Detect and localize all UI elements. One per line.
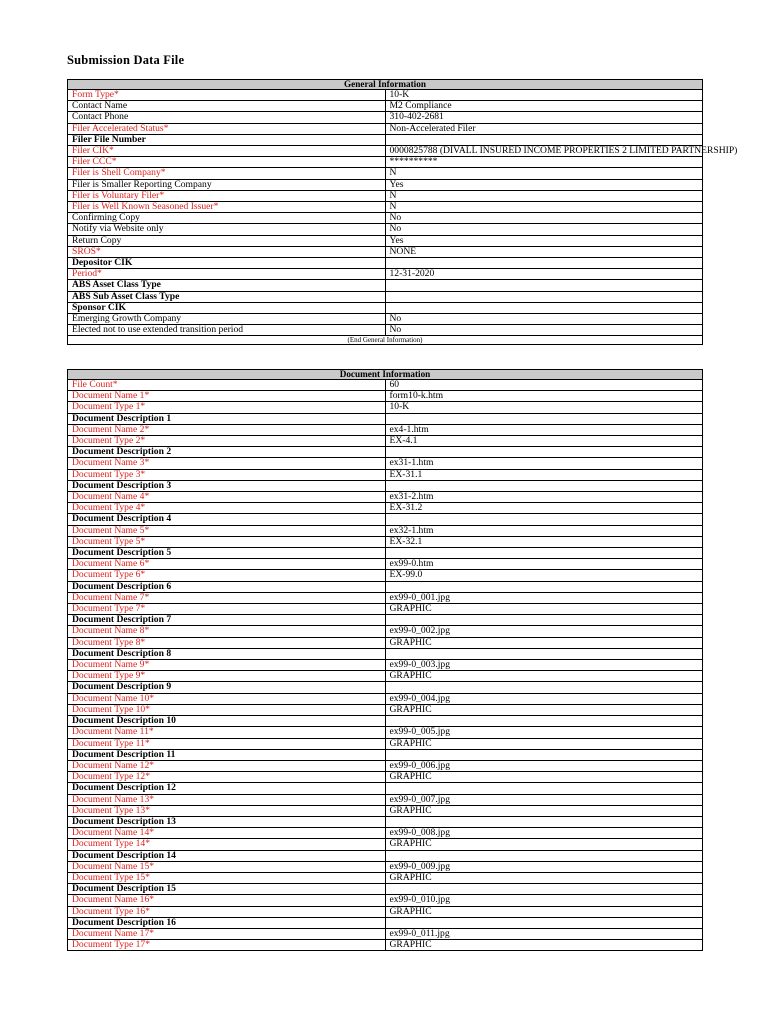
field-label: Filer is Shell Company* — [68, 168, 386, 179]
field-value: GRAPHIC — [385, 772, 703, 783]
field-label: Document Name 6* — [68, 559, 386, 570]
field-value: ex99-0_003.jpg — [385, 660, 703, 671]
field-label: Elected not to use extended transition period — [68, 325, 386, 336]
table-row — [68, 626, 703, 637]
field-label: Document Description 6 — [68, 581, 386, 592]
field-value: GRAPHIC — [385, 940, 703, 951]
field-value: ex4-1.htm — [385, 424, 703, 435]
section-footer: (End General Information) — [68, 336, 703, 345]
table-row — [68, 525, 703, 536]
table-row — [68, 380, 703, 391]
field-label: Filer CIK* — [68, 146, 386, 157]
section-header: Document Information — [68, 370, 703, 380]
field-label: Document Type 10* — [68, 704, 386, 715]
table-row — [68, 861, 703, 872]
table-row — [68, 402, 703, 413]
field-label: Document Name 4* — [68, 492, 386, 503]
field-value: No — [385, 224, 703, 235]
table-row — [68, 917, 703, 928]
table-row — [68, 592, 703, 603]
field-label: Document Name 12* — [68, 760, 386, 771]
field-label: Document Type 11* — [68, 738, 386, 749]
table-row — [68, 648, 703, 659]
table-row — [68, 190, 703, 201]
table-row — [68, 503, 703, 514]
field-label: Document Description 5 — [68, 548, 386, 559]
field-value: form10-k.htm — [385, 391, 703, 402]
field-label: Document Name 5* — [68, 525, 386, 536]
field-value: ex99-0_005.jpg — [385, 727, 703, 738]
field-label: Document Description 7 — [68, 615, 386, 626]
field-label: Document Type 2* — [68, 436, 386, 447]
field-label: Document Name 3* — [68, 458, 386, 469]
field-label: Contact Name — [68, 101, 386, 112]
table-row — [68, 928, 703, 939]
field-value: ex99-0_002.jpg — [385, 626, 703, 637]
field-value: ex99-0_007.jpg — [385, 794, 703, 805]
field-label: Document Type 12* — [68, 772, 386, 783]
field-value: 10-K — [385, 90, 703, 101]
document-information-table — [67, 369, 703, 951]
table-row — [68, 458, 703, 469]
field-value: N — [385, 202, 703, 213]
field-value — [385, 514, 703, 525]
field-value: ex99-0_010.jpg — [385, 895, 703, 906]
field-label: Document Name 2* — [68, 424, 386, 435]
field-value: Yes — [385, 179, 703, 190]
field-value: 60 — [385, 380, 703, 391]
field-label: Form Type* — [68, 90, 386, 101]
field-label: Filer CCC* — [68, 157, 386, 168]
table-row — [68, 469, 703, 480]
table-row — [68, 570, 703, 581]
table-row — [68, 884, 703, 895]
field-value: ********** — [385, 157, 703, 168]
table-row — [68, 391, 703, 402]
field-value — [385, 716, 703, 727]
field-label: Filer is Voluntary Filer* — [68, 190, 386, 201]
field-label: File Count* — [68, 380, 386, 391]
field-value: ex99-0.htm — [385, 559, 703, 570]
table-row — [68, 581, 703, 592]
field-label: Document Type 3* — [68, 469, 386, 480]
field-value — [385, 447, 703, 458]
field-value: GRAPHIC — [385, 906, 703, 917]
table-row — [68, 314, 703, 325]
table-row — [68, 202, 703, 213]
field-value — [385, 917, 703, 928]
field-value: N — [385, 190, 703, 201]
table-row — [68, 850, 703, 861]
table-row — [68, 258, 703, 269]
table-row — [68, 772, 703, 783]
table-row — [68, 90, 703, 101]
field-value: EX-4.1 — [385, 436, 703, 447]
field-label: Document Name 13* — [68, 794, 386, 805]
field-label: Document Description 15 — [68, 884, 386, 895]
table-row — [68, 660, 703, 671]
table-row — [68, 269, 703, 280]
field-label: Document Type 1* — [68, 402, 386, 413]
field-label: Document Description 4 — [68, 514, 386, 525]
field-label: Document Description 10 — [68, 716, 386, 727]
field-value: No — [385, 213, 703, 224]
field-value: No — [385, 314, 703, 325]
table-row — [68, 101, 703, 112]
table-row — [68, 805, 703, 816]
field-value: GRAPHIC — [385, 671, 703, 682]
general-information-table — [67, 79, 738, 345]
field-value: GRAPHIC — [385, 805, 703, 816]
field-value — [385, 134, 703, 145]
field-label: Document Type 17* — [68, 940, 386, 951]
field-label: Document Description 9 — [68, 682, 386, 693]
table-row — [68, 783, 703, 794]
field-label: Document Type 9* — [68, 671, 386, 682]
field-label: Document Type 15* — [68, 872, 386, 883]
table-row — [68, 548, 703, 559]
field-label: Notify via Website only — [68, 224, 386, 235]
field-value: ex32-1.htm — [385, 525, 703, 536]
table-row — [68, 536, 703, 547]
table-row — [68, 727, 703, 738]
table-row — [68, 436, 703, 447]
field-value: ex99-0_009.jpg — [385, 861, 703, 872]
field-label: Filer Accelerated Status* — [68, 123, 386, 134]
table-row — [68, 134, 703, 145]
field-value — [385, 302, 703, 313]
table-row — [68, 246, 703, 257]
table-row — [68, 112, 703, 123]
table-row — [68, 413, 703, 424]
field-value — [385, 581, 703, 592]
field-label: Document Description 1 — [68, 413, 386, 424]
table-row — [68, 895, 703, 906]
field-label: ABS Sub Asset Class Type — [68, 291, 386, 302]
field-label: Depositor CIK — [68, 258, 386, 269]
table-row — [68, 716, 703, 727]
table-row — [68, 749, 703, 760]
field-label: Emerging Growth Company — [68, 314, 386, 325]
field-label: Document Type 7* — [68, 604, 386, 615]
field-value: ex99-0_006.jpg — [385, 760, 703, 771]
field-label: Document Description 16 — [68, 917, 386, 928]
field-value: 310-402-2681 — [385, 112, 703, 123]
field-label: Return Copy — [68, 235, 386, 246]
field-value: GRAPHIC — [385, 637, 703, 648]
table-row — [68, 280, 703, 291]
field-label: Document Name 7* — [68, 592, 386, 603]
table-row — [68, 940, 703, 951]
table-row — [68, 872, 703, 883]
field-value: 12-31-2020 — [385, 269, 703, 280]
table-row — [68, 291, 703, 302]
field-value: EX-31.1 — [385, 469, 703, 480]
field-value: GRAPHIC — [385, 704, 703, 715]
field-value: GRAPHIC — [385, 738, 703, 749]
table-row — [68, 492, 703, 503]
field-label: Confirming Copy — [68, 213, 386, 224]
field-value: N — [385, 168, 703, 179]
field-label: Document Description 11 — [68, 749, 386, 760]
field-label: Document Name 15* — [68, 861, 386, 872]
field-value — [385, 413, 703, 424]
field-label: Document Description 14 — [68, 850, 386, 861]
field-label: Document Description 12 — [68, 783, 386, 794]
field-label: Document Name 16* — [68, 895, 386, 906]
field-value — [385, 749, 703, 760]
field-value — [385, 648, 703, 659]
field-label: Document Description 3 — [68, 480, 386, 491]
field-value: GRAPHIC — [385, 872, 703, 883]
field-value — [385, 850, 703, 861]
field-label: Contact Phone — [68, 112, 386, 123]
table-row — [68, 123, 703, 134]
table-row — [68, 424, 703, 435]
field-value: No — [385, 325, 703, 336]
table-row — [68, 637, 703, 648]
field-value: Non-Accelerated Filer — [385, 123, 703, 134]
field-label: Document Name 17* — [68, 928, 386, 939]
field-label: Period* — [68, 269, 386, 280]
table-row — [68, 828, 703, 839]
table-row — [68, 693, 703, 704]
field-label: Document Name 11* — [68, 727, 386, 738]
page-title: Submission Data File — [67, 53, 185, 67]
field-value: 0000825788 (DIVALL INSURED INCOME PROPERTIES 2 LIMITED PARTNERSHIP) — [385, 146, 703, 157]
field-label: Document Name 8* — [68, 626, 386, 637]
field-value: EX-32.1 — [385, 536, 703, 547]
field-value: EX-31.2 — [385, 503, 703, 514]
table-row — [68, 816, 703, 827]
field-value: M2 Compliance — [385, 101, 703, 112]
field-label: Document Type 14* — [68, 839, 386, 850]
field-label: Filer is Well Known Seasoned Issuer* — [68, 202, 386, 213]
field-value: ex99-0_004.jpg — [385, 693, 703, 704]
field-label: SROS* — [68, 246, 386, 257]
section-header: General Information — [68, 80, 703, 90]
table-row — [68, 146, 703, 157]
field-value: NONE — [385, 246, 703, 257]
field-value — [385, 280, 703, 291]
table-row — [68, 839, 703, 850]
field-value — [385, 884, 703, 895]
table-row — [68, 906, 703, 917]
field-value — [385, 682, 703, 693]
table-row — [68, 671, 703, 682]
table-row — [68, 682, 703, 693]
field-label: Document Type 16* — [68, 906, 386, 917]
table-row — [68, 168, 703, 179]
field-value: ex99-0_001.jpg — [385, 592, 703, 603]
table-row — [68, 604, 703, 615]
field-value: ex31-1.htm — [385, 458, 703, 469]
table-row — [68, 157, 703, 168]
field-label: ABS Asset Class Type — [68, 280, 386, 291]
field-value: GRAPHIC — [385, 604, 703, 615]
table-row — [68, 302, 703, 313]
field-label: Document Name 14* — [68, 828, 386, 839]
field-label: Sponsor CIK — [68, 302, 386, 313]
field-value — [385, 783, 703, 794]
field-value — [385, 816, 703, 827]
field-value: ex31-2.htm — [385, 492, 703, 503]
table-row — [68, 704, 703, 715]
field-label: Filer File Number — [68, 134, 386, 145]
field-label: Document Name 1* — [68, 391, 386, 402]
field-label: Document Description 13 — [68, 816, 386, 827]
table-row — [68, 213, 703, 224]
table-row — [68, 615, 703, 626]
table-row — [68, 447, 703, 458]
field-label: Document Description 2 — [68, 447, 386, 458]
field-value: 10-K — [385, 402, 703, 413]
field-label: Document Description 8 — [68, 648, 386, 659]
table-row — [68, 738, 703, 749]
table-row — [68, 235, 703, 246]
table-row — [68, 514, 703, 525]
field-value: ex99-0_011.jpg — [385, 928, 703, 939]
field-value — [385, 258, 703, 269]
field-label: Document Name 9* — [68, 660, 386, 671]
field-value: Yes — [385, 235, 703, 246]
field-value: GRAPHIC — [385, 839, 703, 850]
field-value — [385, 548, 703, 559]
field-label: Document Type 8* — [68, 637, 386, 648]
table-row — [68, 179, 703, 190]
table-row — [68, 794, 703, 805]
table-row — [68, 760, 703, 771]
field-value — [385, 291, 703, 302]
field-label: Document Type 13* — [68, 805, 386, 816]
field-value — [385, 615, 703, 626]
field-value: EX-99.0 — [385, 570, 703, 581]
field-label: Document Type 5* — [68, 536, 386, 547]
field-label: Document Type 4* — [68, 503, 386, 514]
table-row — [68, 325, 703, 336]
field-value: ex99-0_008.jpg — [385, 828, 703, 839]
field-label: Document Name 10* — [68, 693, 386, 704]
table-row — [68, 559, 703, 570]
table-row — [68, 224, 703, 235]
field-value — [385, 480, 703, 491]
table-row — [68, 480, 703, 491]
field-label: Document Type 6* — [68, 570, 386, 581]
field-label: Filer is Smaller Reporting Company — [68, 179, 386, 190]
